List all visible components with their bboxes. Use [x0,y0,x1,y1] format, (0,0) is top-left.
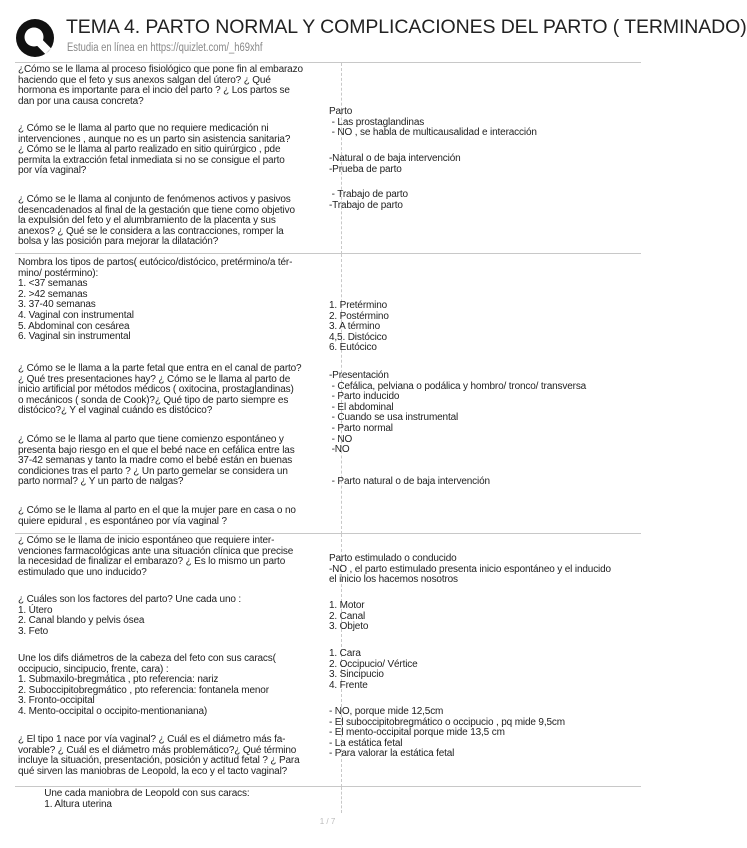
flashcard-row [15,62,641,254]
study-online-link[interactable]: Estudia en línea en https://quizlet.com/_h69xhf [67,42,263,54]
term-text: ¿ Cómo se le llama al parto que no requiere medicación ni intervenciones , aunque no es un parto sin asistencia sanitaria? ¿ Cómo se le llama al parto realizado en sitio quirúrgico , pde permita la extracción fetal inmediata si no se consigue el parto por vía vaginal? [18,123,291,177]
term-text: ¿ Cómo se le llama al parto en el que la mujer pare en casa o no quiere epidural , es espontáneo por vía vaginal ? [18,505,296,527]
page-number: 1 / 7 [319,817,336,826]
term-text: ¿ Cómo se le llama de inicio espontáneo que requiere inter- venciones farmacológicas ante una situación clínica que precise la necesidad de finalizar el embarazo? ¿ Es lo mismo un parto estimulado que uno inducido? [18,535,294,578]
definition-text: Parto - Las prostaglandinas - NO , se habla de multicausalidad e interacción [329,106,537,139]
term-text: ¿ Cómo se le llama al parto que tiene comienzo espontáneo y presenta bajo riesgo en el que el bebé nace en cefálica entre las 37-42 semanas y tanto la madre como el bebé están en buenas condiciones tras el parto ? ¿ Un parto gemelar se considera un parto normal? ¿ Y un parto de nalgas? [18,434,295,488]
term-text: ¿Cómo se le llama al proceso fisiológico que pone fin al embarazo haciendo que el feto y sus anexos salgan del útero? ¿ Qué hormona es importante para el incio del parto ? ¿ Los partos se dan por una causa concreta? [18,64,303,107]
term-text: ¿ Cuáles son los factores del parto? Une cada uno : 1. Útero 2. Canal blando y pelvis ósea 3. Feto [18,594,242,637]
page-title: TEMA 4. PARTO NORMAL Y COMPLICACIONES DEL PARTO ( TERMINADO) [66,16,747,38]
term-text: ¿ Cómo se le llama al conjunto de fenómenos activos y pasivos desencadenados al final de la gestación que tiene como objetivo la expulsión del feto y el alumbramiento de la placenta y sus anexos? ¿ Qué se le considera a las contracciones, romper la bolsa y las posición para mejorar la dilatación? [18,194,295,248]
quizlet-logo-icon [15,18,55,58]
definition-text: 1. Cara 2. Occipucio/ Vértice 3. Sincipucio 4. Frente [329,648,418,691]
term-text: ¿ Cómo se le llama a la parte fetal que entra en el canal de parto? ¿ Qué tres presentaciones hay? ¿ Cómo se le llama al parto de inicio artificial por métodos médicos ( oxitocina, prostaglandinas) o mecánicos ( sonda de Cook)?¿ Qué tipo de parto siempre es distócico?¿ Y el vaginal cuándo es distócico? [18,363,302,417]
definition-text: - NO, porque mide 12,5cm - El suboccipitobregmático o occipucio , pq mide 9,5cm - El mento-occipital porque mide 13,5 cm - La estática fetal - Para valorar la estática fetal [329,706,565,760]
definition-text: 1. Motor 2. Canal 3. Objeto [329,600,369,633]
definition-text: - Trabajo de parto -Trabajo de parto [329,189,408,211]
definition-text: - Parto natural o de baja intervención [329,476,490,487]
term-text: Une los difs diámetros de la cabeza del feto con sus caracs( occipucio, sincipucio, frente, cara) : 1. Submaxilo-bregmática , pto referencia: nariz 2. Suboccipitobregmático , pto referencia: fontanela menor 3. Fronto-occipital 4. Mento-occipital o occipito-mentionaniana) [18,653,276,717]
flashcard-row [15,786,641,813]
definition-text: -Presentación - Cefálica, pelviana o podálica y hombro/ tronco/ transversa - Parto inducido - El abdominal - Cuando se usa instrumental - Parto normal - NO -NO [329,370,587,456]
term-text: Une cada maniobra de Leopold con sus caracs: 1. Altura uterina [44,788,250,810]
page-header [0,0,747,62]
term-text: Nombra los tipos de partos( eutócico/distócico, pretérmino/a tér- mino/ postérmino): 1. <37 semanas 2. >42 semanas 3. 37-40 semanas 4. Vaginal con instrumental 5. Abdominal con cesárea 6. Vaginal sin instrumental [18,257,293,343]
definition-text: 1. Pretérmino 2. Postérmino 3. A término 4,5. Distócico 6. Eutócico [329,300,389,354]
term-text: ¿ El tipo 1 nace por vía vaginal? ¿ Cuál es el diámetro más fa- vorable? ¿ Cuál es el diámetro más problemático?¿ Qué término incluye la situación, presentación, posición y actitud fetal ? ¿ Para qué sirven las maniobras de Leopold, la eco y el tacto vaginal? [18,734,300,777]
flashcard-row [15,253,641,534]
definition-text: Parto estimulado o conducido -NO , el parto estimulado presenta inicio espontáneo y el inducido el inicio los hacemos nosotros [329,553,611,586]
flashcard-row [15,533,641,787]
column-divider [341,787,342,813]
definition-text: -Natural o de baja intervención -Prueba de parto [329,153,461,175]
